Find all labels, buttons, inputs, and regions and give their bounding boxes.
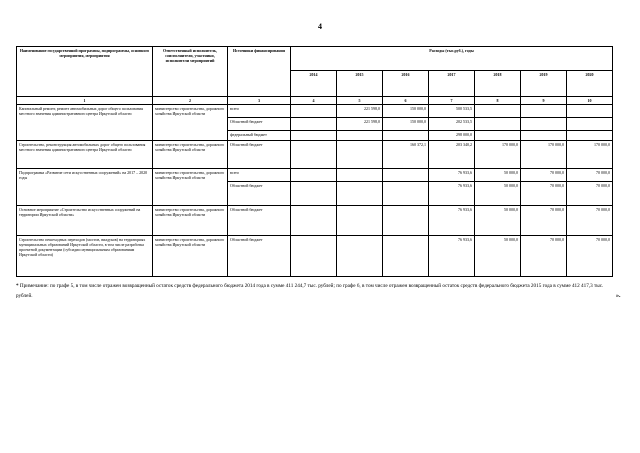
program-name-cell: Капитальный ремонт, ремонт автомобильных дорог общего пользования местного значения административного центра Иркутской области (17, 105, 153, 118)
source-cell: всего (228, 169, 291, 182)
page-number: 4 (318, 22, 322, 31)
executor-cell (153, 118, 228, 131)
header-year: 2015 (337, 71, 383, 97)
value-cell (521, 118, 567, 131)
value-cell: 70 000,0 (521, 205, 567, 235)
value-cell: 70 000,0 (521, 169, 567, 182)
column-number: 3 (228, 97, 291, 105)
value-cell (337, 205, 383, 235)
program-name-cell: Строительство, реконструкция автомобильных дорог общего пользования местного значения административного центра Иркутской области (17, 141, 153, 169)
program-name-cell: Строительство пешеходных переходов (мостов, виадуков) на территориях муниципальных образований Иркутской области, в том числе разработка проектной документации (субсидии муниципальным образованиям Иркутской области) (17, 235, 153, 276)
column-number: 8 (475, 97, 521, 105)
source-cell: Областной бюджет (228, 205, 291, 235)
column-number: 10 (567, 97, 613, 105)
source-cell: Областной бюджет (228, 118, 291, 131)
value-cell: 70 000,0 (567, 169, 613, 182)
value-cell: 202 533,5 (429, 118, 475, 131)
value-cell: 298 000,0 (429, 131, 475, 141)
value-cell: 50 000,0 (475, 235, 521, 276)
end-mark: ». (616, 293, 621, 299)
value-cell: 50 000,0 (475, 181, 521, 205)
value-cell: 500 533,5 (429, 105, 475, 118)
value-cell: 76 933,6 (429, 169, 475, 182)
value-cell: 150 000,0 (383, 105, 429, 118)
value-cell: 70 000,0 (521, 181, 567, 205)
table-row (17, 205, 613, 235)
value-cell: 70 000,0 (567, 205, 613, 235)
value-cell: 76 933,6 (429, 205, 475, 235)
value-cell: 76 933,6 (429, 235, 475, 276)
value-cell (567, 131, 613, 141)
header-executor: Ответственный исполнитель, соисполнители, участники, исполнители мероприятий (153, 47, 228, 97)
value-cell (337, 181, 383, 205)
value-cell: 203 340,2 (429, 141, 475, 169)
table-row (17, 141, 613, 169)
header-year: 2016 (383, 71, 429, 97)
value-cell: 170 000,0 (521, 141, 567, 169)
value-cell (337, 141, 383, 169)
column-number: 1 (17, 97, 153, 105)
header-year: 2019 (521, 71, 567, 97)
value-cell (475, 118, 521, 131)
program-name-cell (17, 131, 153, 141)
program-name-cell: Подпрограмма «Развитие сети искусственных сооружений» на 2017 – 2020 годы (17, 169, 153, 182)
table-row (17, 235, 613, 276)
column-number: 6 (383, 97, 429, 105)
executor-cell: министерство строительства, дорожного хозяйства Иркутской области (153, 169, 228, 182)
table-row (17, 169, 613, 182)
header-year: 2014 (291, 71, 337, 97)
program-name-cell (17, 181, 153, 205)
program-name-cell: Основное мероприятие «Строительство искусственных сооружений на территории Иркутской области» (17, 205, 153, 235)
value-cell (521, 105, 567, 118)
value-cell (567, 118, 613, 131)
executor-cell: министерство строительства, дорожного хозяйства Иркутской области (153, 141, 228, 169)
value-cell (521, 131, 567, 141)
source-cell: всего (228, 105, 291, 118)
value-cell (291, 169, 337, 182)
header-expenses: Расходы (тыс.руб.), годы (291, 47, 613, 71)
header-program: Наименование государственной программы, подпрограммы, основного мероприятия, мероприятия (17, 47, 153, 97)
value-cell (475, 131, 521, 141)
column-number: 4 (291, 97, 337, 105)
header-year: 2017 (429, 71, 475, 97)
header-year: 2018 (475, 71, 521, 97)
footnote (16, 281, 612, 301)
value-cell: 70 000,0 (567, 235, 613, 276)
column-number: 2 (153, 97, 228, 105)
executor-cell: министерство строительства, дорожного хозяйства Иркутской области (153, 235, 228, 276)
value-cell: 170 000,0 (475, 141, 521, 169)
value-cell (337, 235, 383, 276)
source-cell: Областной бюджет (228, 141, 291, 169)
value-cell (291, 105, 337, 118)
value-cell (291, 141, 337, 169)
header-source: Источники финансирования (228, 47, 291, 97)
value-cell: 76 933,6 (429, 181, 475, 205)
value-cell: 221 598,0 (337, 118, 383, 131)
value-cell: 160 372,1 (383, 141, 429, 169)
footnote-asterisk: * (16, 283, 19, 289)
value-cell: 50 000,0 (475, 205, 521, 235)
value-cell (291, 131, 337, 141)
executor-cell (153, 181, 228, 205)
footnote-text: Примечание: по графе 5, в том числе отражен возвращенный остаток средств федерального бюджета 2014 года в сумме 411 244,7 тыс. рублей; по графе 6, в том числе отражен возвращенный остаток средств федерального бюджета 2015 года в сумме 412 417,3 тыс. рублей. (16, 283, 604, 299)
source-cell: федеральный бюджет (228, 131, 291, 141)
column-number: 5 (337, 97, 383, 105)
table-row (17, 131, 613, 141)
value-cell: 150 000,0 (383, 118, 429, 131)
table-row (17, 105, 613, 118)
source-cell: Областной бюджет (228, 181, 291, 205)
value-cell: 70 000,0 (521, 235, 567, 276)
value-cell (337, 131, 383, 141)
value-cell (383, 235, 429, 276)
value-cell (291, 235, 337, 276)
expenses-table (16, 46, 613, 277)
value-cell (383, 169, 429, 182)
value-cell (383, 131, 429, 141)
value-cell (291, 205, 337, 235)
value-cell: 170 000,0 (567, 141, 613, 169)
value-cell (337, 169, 383, 182)
source-cell: Областной бюджет (228, 235, 291, 276)
executor-cell: министерство строительства, дорожного хозяйства Иркутской области (153, 205, 228, 235)
column-number: 9 (521, 97, 567, 105)
column-number: 7 (429, 97, 475, 105)
value-cell: 50 000,0 (475, 169, 521, 182)
table-row (17, 181, 613, 205)
value-cell: 70 000,0 (567, 181, 613, 205)
value-cell (475, 105, 521, 118)
executor-cell (153, 131, 228, 141)
header-year: 2020 (567, 71, 613, 97)
value-cell: 221 598,0 (337, 105, 383, 118)
value-cell (567, 105, 613, 118)
executor-cell: министерство строительства, дорожного хозяйства Иркутской области (153, 105, 228, 118)
value-cell (291, 118, 337, 131)
value-cell (383, 205, 429, 235)
value-cell (383, 181, 429, 205)
program-name-cell (17, 118, 153, 131)
table-row (17, 118, 613, 131)
value-cell (291, 181, 337, 205)
